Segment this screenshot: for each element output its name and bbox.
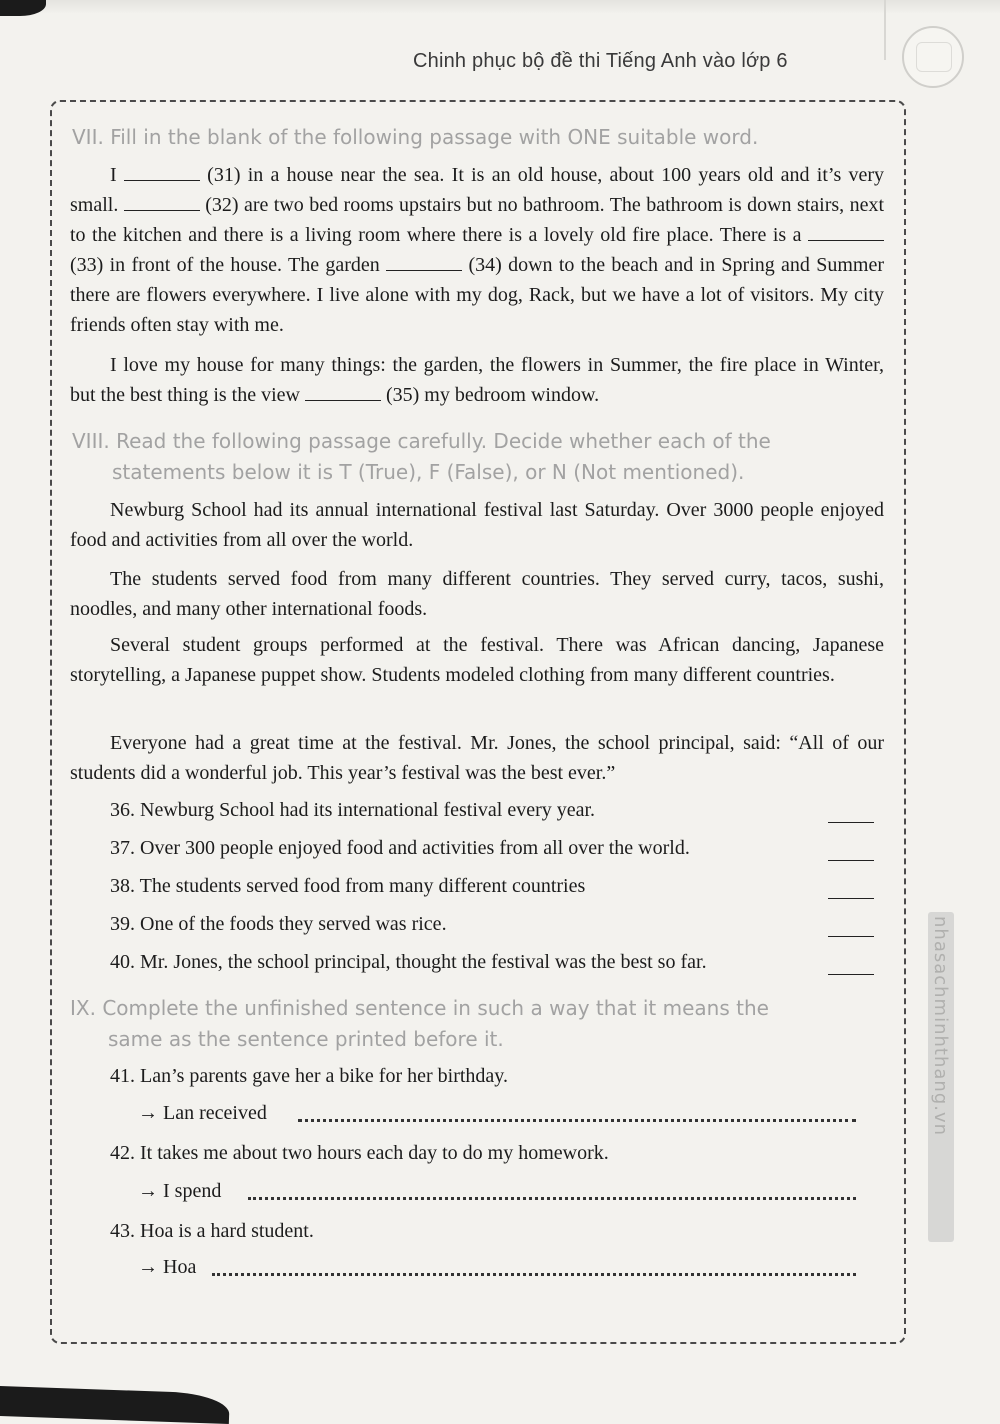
rewrite-43-answer-line[interactable] <box>212 1273 856 1276</box>
page-edge-line <box>884 0 886 60</box>
answer-40-line[interactable] <box>828 974 874 975</box>
festival-paragraph-2: The students served food from many different countries. They served curry, tacos, sushi, noodles, and many other international foods. <box>70 568 884 620</box>
statement-37: 37. Over 300 people enjoyed food and activities from all over the world. <box>110 837 690 859</box>
section-7-heading: VII. Fill in the blank of the following passage with ONE suitable word. <box>72 125 759 149</box>
festival-paragraph-4: Everyone had a great time at the festival. Mr. Jones, the school principal, said: “All of our students did a wonderful job. This year’s festival was the best ever.” <box>70 732 884 784</box>
rewrite-43-prompt: 43. Hoa is a hard student. <box>110 1220 314 1242</box>
section-7-paragraph-2: I love my house for many things: the garden, the flowers in Summer, the fire place in Winter, but the best thing is the view (35) my bedroom window. <box>70 354 884 406</box>
section-8-heading: VIII. Read the following passage carefully. Decide whether each of the statements below it is T (True), F (False), or N (Not mentioned). <box>72 429 771 484</box>
section-9-heading: IX. Complete the unfinished sentence in such a way that it means the same as the sentence printed before it. <box>70 996 769 1051</box>
publisher-logo-icon <box>902 26 964 88</box>
blank-32[interactable] <box>124 192 200 211</box>
statement-39: 39. One of the foods they served was rice. <box>110 913 447 935</box>
rewrite-41-answer-line[interactable] <box>298 1119 856 1122</box>
section-7-paragraph-1: I (31) in a house near the sea. It is an old house, about 100 years old and it’s very small. (32) are two bed rooms upstairs but no bathroom. The bathroom is down stairs, next to the kitchen and there is a living room where there is a lovely old fire place. There is a (33) in front of the house. The garden (34) down to the beach and in Spring and Summer there are flowers everywhere. I live alone with my dog, Rack, but we have a lot of visitors. My city friends often stay with me. <box>70 164 885 336</box>
page-top-shadow <box>0 0 1000 14</box>
rewrite-41-start: → Lan received <box>138 1102 267 1124</box>
festival-paragraph-3: Several student groups performed at the festival. There was African dancing, Japanese storytelling, a Japanese puppet show. Students modeled clothing from many different countries. <box>70 634 884 686</box>
rewrite-42-prompt: 42. It takes me about two hours each day to do my homework. <box>110 1142 609 1164</box>
statement-36: 36. Newburg School had its international festival every year. <box>110 799 596 821</box>
scan-bottom-shadow <box>0 1386 230 1424</box>
answer-38-line[interactable] <box>828 898 874 899</box>
blank-35[interactable] <box>305 382 381 401</box>
rewrite-42-start: → I spend <box>138 1180 222 1202</box>
book-header-title: Chinh phục bộ đề thi Tiếng Anh vào lớp 6 <box>413 50 788 72</box>
blank-33[interactable] <box>808 222 884 241</box>
statement-38: 38. The students served food from many different countries <box>110 875 586 897</box>
festival-paragraph-1: Newburg School had its annual international festival last Saturday. Over 3000 people enjoyed food and activities from all over the world. <box>70 499 884 551</box>
rewrite-42-answer-line[interactable] <box>248 1197 856 1200</box>
answer-36-line[interactable] <box>828 822 874 823</box>
website-watermark: nhasachminhthang.vn <box>928 912 954 1242</box>
rewrite-43-start: → Hoa <box>138 1256 197 1278</box>
statement-40: 40. Mr. Jones, the school principal, thought the festival was the best so far. <box>110 951 707 973</box>
blank-34[interactable] <box>386 252 462 271</box>
blank-31[interactable] <box>124 162 200 181</box>
answer-37-line[interactable] <box>828 860 874 861</box>
rewrite-41-prompt: 41. Lan’s parents gave her a bike for her birthday. <box>110 1065 508 1087</box>
answer-39-line[interactable] <box>828 936 874 937</box>
